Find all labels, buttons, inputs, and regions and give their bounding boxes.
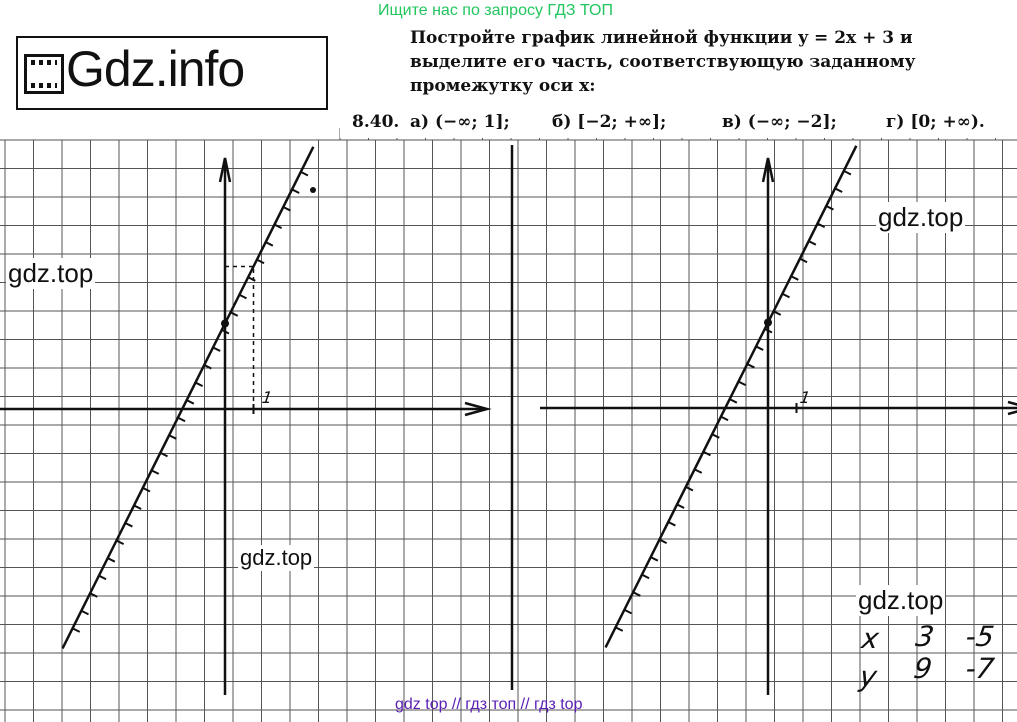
problem-statement: Постройте график линейной функции y = 2x + 3 и выделите его часть, соответствующую заданному промежутку оси x: xyxy=(410,28,916,96)
left-graph-hatch-mark xyxy=(266,242,273,246)
watermark: gdz.top xyxy=(240,545,313,570)
left-graph-hatch-mark xyxy=(283,207,290,211)
left-graph-hatch-mark xyxy=(143,488,150,492)
right-graph-hatch-mark xyxy=(809,241,816,245)
left-graph-hatch-mark xyxy=(292,189,299,193)
left-graph-hatch-mark xyxy=(257,260,264,264)
left-graph-hatch-mark xyxy=(81,611,88,615)
problem-number: 8.40. xyxy=(352,112,400,132)
left-graph-hatch-mark xyxy=(169,435,176,439)
right-graph-hatch-mark xyxy=(782,294,789,298)
table-y-value-1: 9 xyxy=(911,652,935,685)
unit-label-left: 1 xyxy=(260,388,274,407)
left-graph-hatch-mark xyxy=(152,470,159,474)
left-graph-hatch-mark xyxy=(301,172,308,176)
part-b: б) [−2; +∞]; xyxy=(552,112,667,132)
part-a: а) (−∞; 1]; xyxy=(410,112,510,132)
watermark: gdz.top xyxy=(878,202,964,232)
table-x-value-1: 3 xyxy=(913,620,937,653)
right-graph-hatch-mark xyxy=(651,557,658,561)
footer-links[interactable]: gdz top // гдз топ // гдз top xyxy=(395,696,583,713)
right-graph-hatch-mark xyxy=(730,399,737,403)
left-graph-hatch-mark xyxy=(134,505,141,509)
left-graph-hatch-mark xyxy=(239,295,246,299)
right-graph-hatch-mark xyxy=(668,522,675,526)
right-graph-hatch-mark xyxy=(642,575,649,579)
watermark: gdz.top xyxy=(8,258,94,288)
table-x-label: x xyxy=(859,622,881,655)
left-graph-hatch-mark xyxy=(125,523,132,527)
right-graph-hatch-mark xyxy=(695,469,702,473)
right-graph-hatch-mark xyxy=(844,171,851,175)
left-graph-hatch-mark xyxy=(231,312,238,316)
left-graph-y-intercept xyxy=(221,320,229,328)
logo[interactable] xyxy=(16,36,328,110)
left-graph-hatch-mark xyxy=(187,400,194,404)
table-y-label: y xyxy=(857,660,879,693)
left-graph-endpoint xyxy=(310,187,316,193)
right-graph-hatch-mark xyxy=(835,188,842,192)
film-strip-icon xyxy=(24,54,64,94)
right-graph-hatch-mark xyxy=(712,434,719,438)
left-graph-hatch-mark xyxy=(99,576,106,580)
right-graph-hatch-mark xyxy=(747,364,754,368)
right-graph-hatch-mark xyxy=(738,382,745,386)
right-graph-hatch-mark xyxy=(624,610,631,614)
left-graph-hatch-mark xyxy=(195,383,202,387)
right-graph-y-intercept xyxy=(764,319,772,327)
left-graph-hatch-mark xyxy=(178,418,185,422)
left-graph-hatch-mark xyxy=(108,558,115,562)
left-graph-hatch-mark xyxy=(213,347,220,351)
top-search-link[interactable]: Ищите нас по запросу ГДЗ ТОП xyxy=(378,2,613,19)
right-graph-hatch-mark xyxy=(756,346,763,350)
logo-text: Gdz.info xyxy=(66,41,245,97)
table-x-value-2: -5 xyxy=(963,620,997,653)
right-graph-hatch-mark xyxy=(677,504,684,508)
right-graph-hatch-mark xyxy=(791,276,798,280)
left-graph-hatch-mark xyxy=(73,628,80,632)
unit-label-right: 1 xyxy=(798,388,812,407)
right-graph-hatch-mark xyxy=(721,417,728,421)
table-y-value-2: -7 xyxy=(963,652,997,685)
left-graph-hatch-mark xyxy=(116,541,123,545)
part-c: в) (−∞; −2]; xyxy=(722,112,837,132)
right-graph-hatch-mark xyxy=(616,627,623,631)
right-graph-hatch-mark xyxy=(826,206,833,210)
part-d: г) [0; +∞). xyxy=(886,112,985,132)
watermark: gdz.top xyxy=(858,585,944,615)
right-graph-hatch-mark xyxy=(633,592,640,596)
left-graph-function-line xyxy=(63,147,314,649)
